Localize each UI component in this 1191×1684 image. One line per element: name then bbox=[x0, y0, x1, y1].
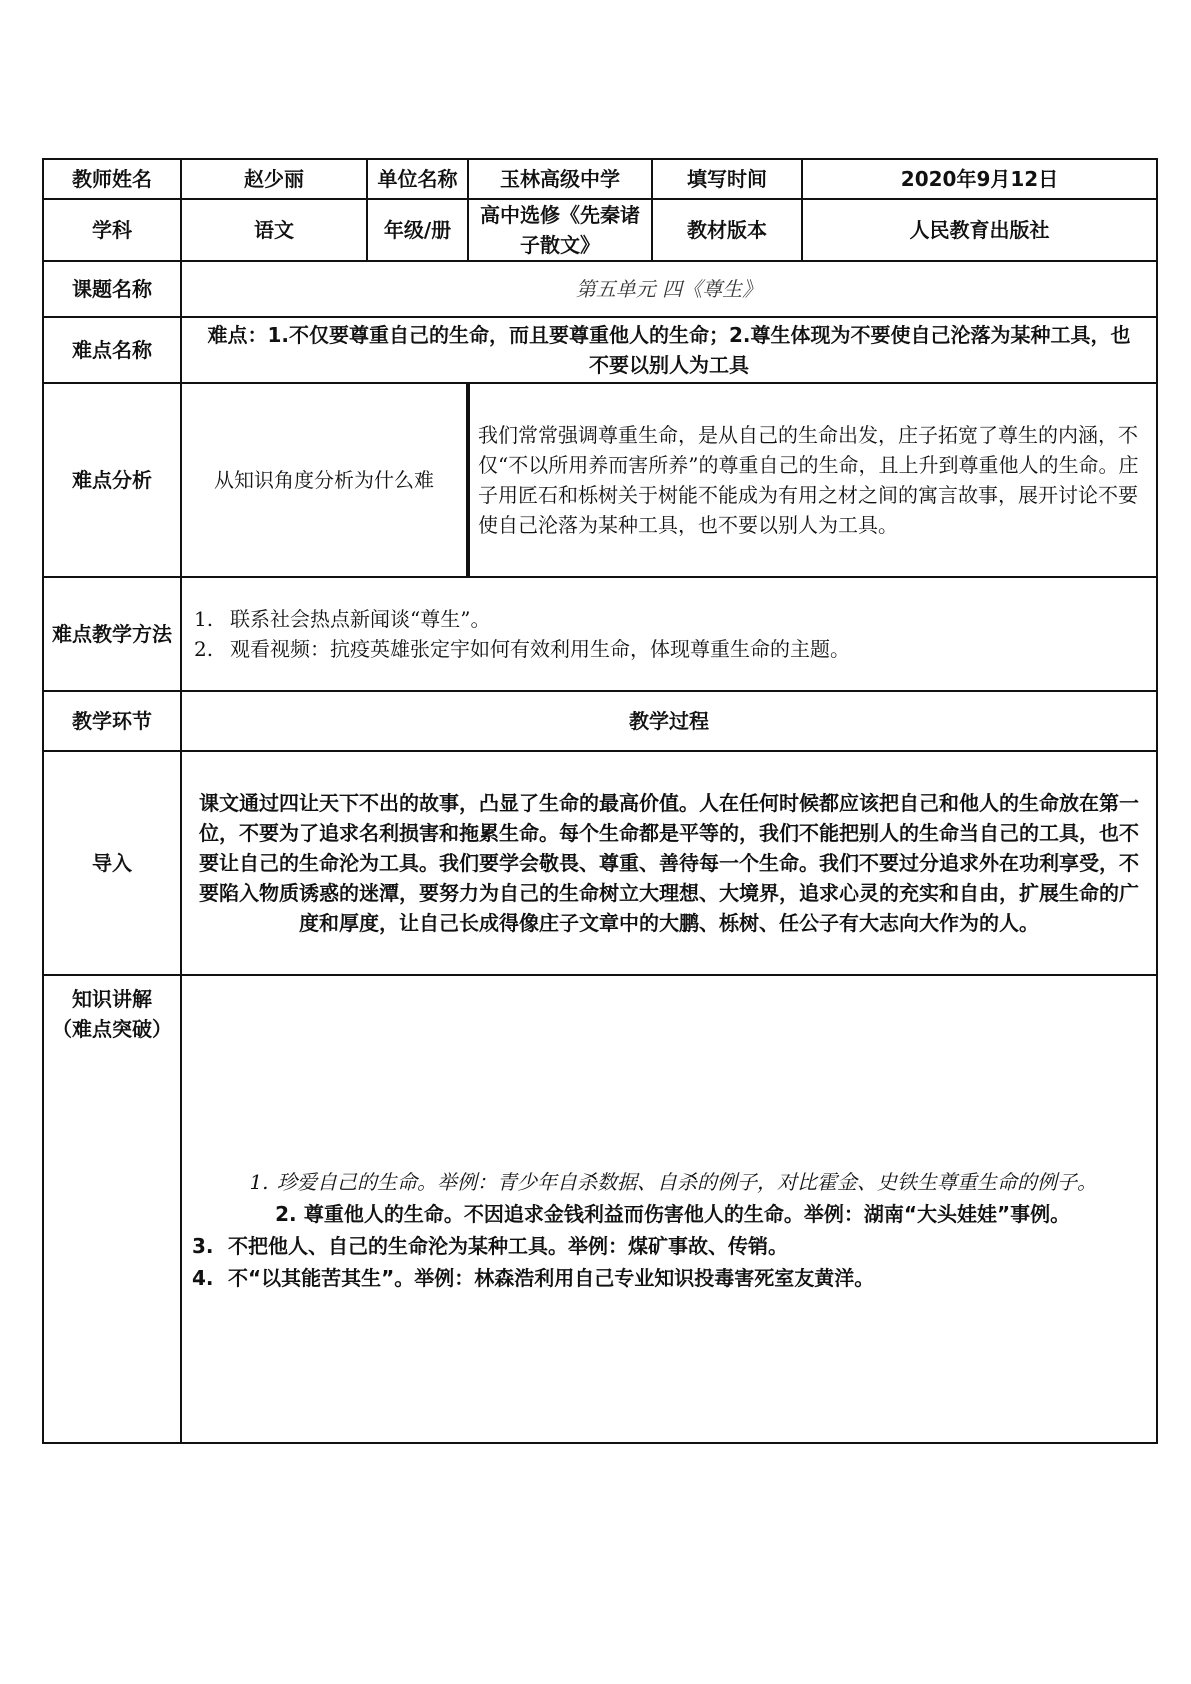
methods-list bbox=[181, 577, 1157, 691]
knowledge-label: 知识讲解 （难点突破） bbox=[43, 975, 181, 1443]
method-item: 1. 联系社会热点新闻谈“尊生”。 bbox=[194, 607, 491, 631]
teacher-value: 赵少丽 bbox=[181, 159, 367, 199]
knowledge-item: 2. 尊重他人的生命。不因追求金钱利益而伤害他人的生命。举例：湖南“大头娃娃”事例。 bbox=[275, 1202, 1071, 1226]
intro-label: 导入 bbox=[43, 751, 181, 975]
intro-row bbox=[43, 751, 1157, 975]
intro-text: 课文通过四让天下不出的故事，凸显了生命的最高价值。人在任何时候都应该把自己和他人的生命放在第一位，不要为了追求名利损害和拖累生命。每个生命都是平等的，我们不能把别人的生命当自己的工具，也不要让自己的生命沦为工具。我们要学会敬畏、尊重、善待每一个生命。我们不要过分追求外在功利享受，不要陷入物质诱惑的迷潭，要努力为自己的生命树立大理想、大境界，追求心灵的充实和自由，扩展生命的广度和厚度，让自己长成得像庄子文章中的大鹏、栎树、任公子有大志向大作为的人。 bbox=[181, 751, 1157, 975]
grade-value: 高中选修《先秦诸子散文》 bbox=[468, 199, 652, 261]
subject-value: 语文 bbox=[181, 199, 367, 261]
topic-label: 课题名称 bbox=[43, 261, 181, 317]
knowledge-item: 4. 不“以其能苦其生”。举例：林森浩利用自己专业知识投毒害死室友黄洋。 bbox=[192, 1266, 875, 1290]
topic-value: 第五单元 四《尊生》 bbox=[181, 261, 1157, 317]
topic-row bbox=[43, 261, 1157, 317]
difficulty-row bbox=[43, 317, 1157, 383]
unit-value: 玉林高级中学 bbox=[468, 159, 652, 199]
knowledge-item: 3. 不把他人、自己的生命沦为某种工具。举例：煤矿事故、传销。 bbox=[192, 1234, 788, 1258]
edition-value: 人民教育出版社 bbox=[802, 199, 1157, 261]
methods-label: 难点教学方法 bbox=[43, 577, 181, 691]
teacher-label: 教师姓名 bbox=[43, 159, 181, 199]
edition-label: 教材版本 bbox=[652, 199, 802, 261]
difficulty-label: 难点名称 bbox=[43, 317, 181, 383]
date-value: 2020年9月12日 bbox=[802, 159, 1157, 199]
date-label: 填写时间 bbox=[652, 159, 802, 199]
subject-label: 学科 bbox=[43, 199, 181, 261]
difficulty-value: 难点：1.不仅要尊重自己的生命，而且要尊重他人的生命；2.尊生体现为不要使自己沦落为某种工具，也不要以别人为工具 bbox=[181, 317, 1157, 383]
knowledge-list bbox=[181, 975, 1157, 1443]
analysis-sub-label: 从知识角度分析为什么难 bbox=[181, 383, 468, 577]
unit-label: 单位名称 bbox=[367, 159, 468, 199]
knowledge-item: 1. 珍爱自己的生命。举例：青少年自杀数据、自杀的例子，对比霍金、史铁生尊重生命的例子。 bbox=[249, 1170, 1097, 1194]
analysis-row bbox=[43, 383, 1157, 577]
process-header-row bbox=[43, 691, 1157, 751]
knowledge-row bbox=[43, 975, 1157, 1443]
process-label: 教学过程 bbox=[181, 691, 1157, 751]
method-item: 2. 观看视频：抗疫英雄张定宇如何有效利用生命，体现尊重生命的主题。 bbox=[194, 637, 850, 661]
stage-label: 教学环节 bbox=[43, 691, 181, 751]
analysis-text: 我们常常强调尊重生命，是从自己的生命出发，庄子拓宽了尊生的内涵，不仅“不以所用养而害所养”的尊重自己的生命，且上升到尊重他人的生命。庄子用匠石和栎树关于树能不能成为有用之材之间的寓言故事，展开讨论不要使自己沦落为某种工具，也不要以别人为工具。 bbox=[468, 383, 1157, 577]
info-row-1 bbox=[43, 159, 1157, 199]
analysis-label: 难点分析 bbox=[43, 383, 181, 577]
methods-row bbox=[43, 577, 1157, 691]
lesson-plan-table bbox=[42, 158, 1158, 1444]
grade-label: 年级/册 bbox=[367, 199, 468, 261]
info-row-2 bbox=[43, 199, 1157, 261]
